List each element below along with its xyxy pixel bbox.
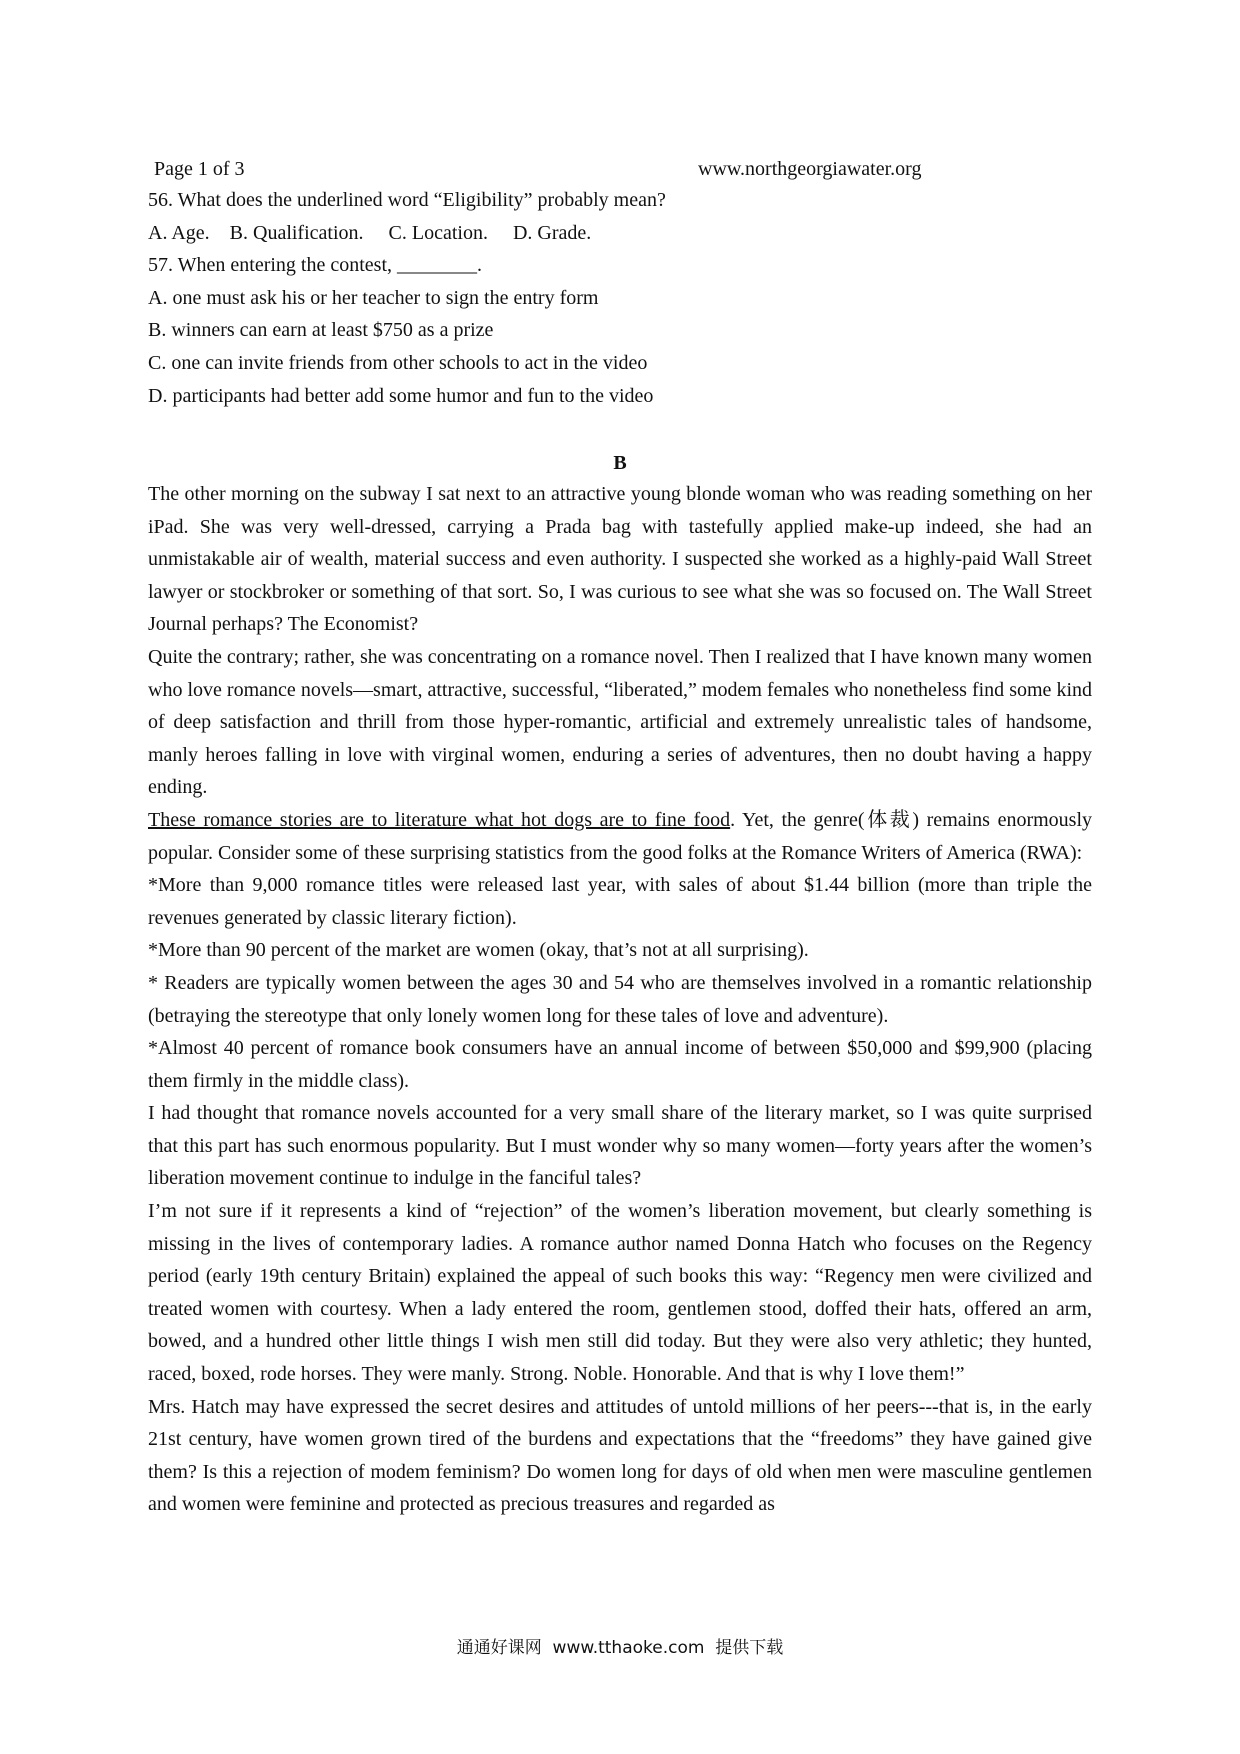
reading-passage [148, 478, 1092, 1521]
statistic-item: *More than 9,000 romance titles were released last year, with sales of about $1.44 billion (more than triple the revenues generated by classic literary fiction). [148, 874, 1092, 929]
statistic-item: *More than 90 percent of the market are women (okay, that’s not at all surprising). [148, 939, 809, 962]
statistic-item: *Almost 40 percent of romance book consumers have an annual income of between $50,000 and $99,900 (placing them firmly in the middle class). [148, 1037, 1092, 1092]
question-57-stem: 57. When entering the contest, ________. [148, 254, 483, 277]
question-57-option-d: D. participants had better add some humor and fun to the video [148, 384, 654, 407]
paragraph-text: . Yet, the genre(体裁) remains enormously popular. Consider some of these surprising statistics from the good folks at the Romance Writers of America (RWA): [148, 808, 1092, 864]
paragraph: The other morning on the subway I sat next to an attractive young blonde woman who was reading something on her iPad. She was very well-dressed, carrying a Prada bag with tastefully applied make-up indeed, she had an unmistakable air of wealth, material success and even authority. I suspected she worked as a highly-paid Wall Street lawyer or stockbroker or something of that sort. So, I was curious to see what she was so focused on. The Wall Street Journal perhaps? The Economist? [148, 483, 1092, 636]
paragraph: Mrs. Hatch may have expressed the secret desires and attitudes of untold millions of her peers---that is, in the early 21st century, have women grown tired of the burdens and expectations that the “freedoms” they have gained give them? Is this a rejection of modem feminism? Do women long for days of old when men were masculine gentlemen and women were feminine and protected as precious treasures and regarded as [148, 1395, 1092, 1516]
paragraph: Quite the contrary; rather, she was concentrating on a romance novel. Then I realized that I have known many women who love romance novels—smart, attractive, successful, “liberated,” modem females who nonetheless find some kind of deep satisfaction and thrill from those hyper-romantic, artificial and extremely unrealistic tales of handsome, manly heroes falling in love with virginal women, enduring a series of adventures, then no doubt having a happy ending. [148, 645, 1092, 799]
website-label: www.northgeorgiawater.org [698, 158, 922, 180]
paragraph [148, 804, 1092, 869]
section-heading: B [613, 452, 627, 474]
page-number-label: Page 1 of 3 [154, 158, 245, 180]
question-56-options: A. Age. B. Qualification. C. Location. D. Grade. [148, 221, 592, 244]
question-57-option-b: B. winners can earn at least $750 as a prize [148, 319, 494, 342]
question-block [148, 184, 1098, 412]
statistic-item: * Readers are typically women between the ages 30 and 54 who are themselves involved in a romantic relationship (betraying the stereotype that only lonely women long for these tales of love and adventure). [148, 971, 1092, 1027]
page-footer: 通通好课网 www.tthaoke.com 提供下载 [456, 1638, 784, 1658]
question-56-stem: 56. What does the underlined word “Eligibility” probably mean? [148, 189, 666, 211]
question-57-option-c: C. one can invite friends from other schools to act in the video [148, 351, 648, 374]
paragraph: I’m not sure if it represents a kind of “rejection” of the women’s liberation movement, but clearly something is missing in the lives of contemporary ladies. A romance author named Donna Hatch who focuses on the Regency period (early 19th century Britain) explained the appeal of such books this way: “Regency men were civilized and treated women with courtesy. When a lady entered the room, gentlemen stood, doffed their hats, offered an arm, bowed, and a hundred other little things I wish men still did today. But they were also very athletic; they hunted, raced, boxed, rode horses. They were manly. Strong. Noble. Honorable. And that is why I love them!” [148, 1200, 1092, 1386]
underlined-sentence: These romance stories are to literature what hot dogs are to fine food [148, 808, 731, 831]
question-57-option-a: A. one must ask his or her teacher to sign the entry form [148, 286, 599, 309]
paragraph: I had thought that romance novels accounted for a very small share of the literary market, so I was quite surprised that this part has such enormous popularity. But I must wonder why so many women—forty years after the women’s liberation movement continue to indulge in the fanciful tales? [148, 1102, 1092, 1190]
